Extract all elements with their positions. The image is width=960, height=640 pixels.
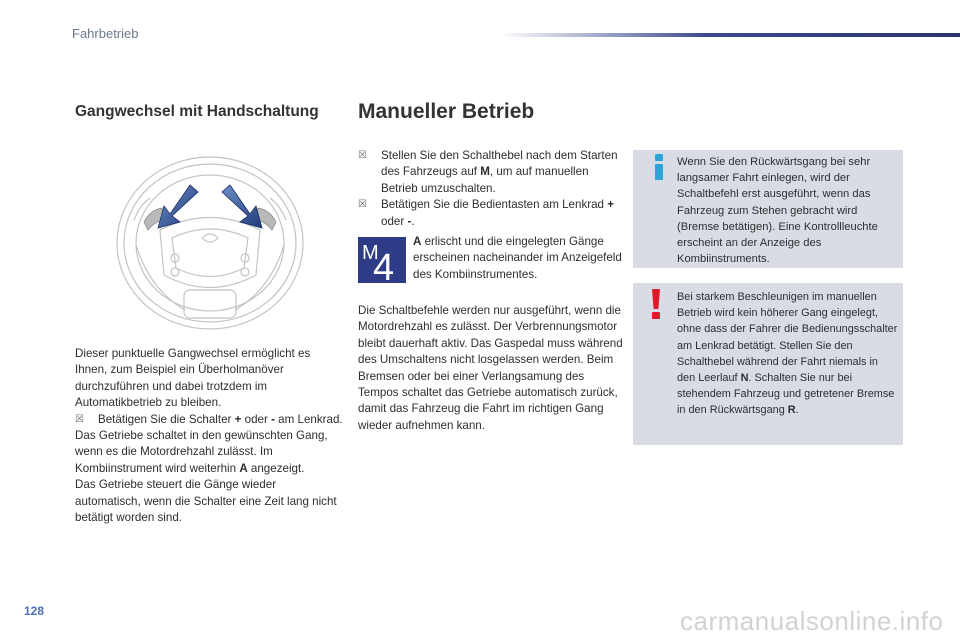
arrow-left-icon xyxy=(158,185,198,228)
step-item: ☒ Stellen Sie den Schalthebel nach dem Starten des Fahrzeugs auf M, um auf manuellen Betrieb umzuschalten. xyxy=(358,149,618,195)
info-box xyxy=(633,150,903,268)
info-text: Wenn Sie den Rückwärtsgang bei sehr langsamer Fahrt einlegen, wird der Schaltbefehl erst ausgeführt, wenn das Fahrzeug zum Stehen gebracht wird (Bremse betätigen). Eine Kontrollleuchte erscheint an der Anzeige des Kombiinstruments. xyxy=(677,156,878,266)
bullet-marker-icon: ☒ xyxy=(358,199,367,211)
arrow-right-icon xyxy=(222,185,262,228)
watermark: carmanualsonline.info xyxy=(680,606,944,636)
gear-display-m-letter: M xyxy=(362,242,379,264)
bullet-marker-icon: ☒ xyxy=(358,150,367,161)
bullet-marker-icon: ☒ xyxy=(75,413,84,425)
info-icon xyxy=(653,154,665,180)
display-note: A erlischt und die eingelegten Gänge erscheinen nacheinander im Anzeigefeld des Kombiinstrumentes. xyxy=(413,235,622,281)
left-bullet: ☒ Betätigen Sie die Schalter + oder - am Lenkrad. xyxy=(75,412,343,428)
gear-display-digit: 4 xyxy=(373,247,395,283)
main-heading: Manueller Betrieb xyxy=(358,100,535,123)
page-number: 128 xyxy=(24,604,45,618)
warning-box xyxy=(633,283,903,445)
left-para3: Das Getriebe steuert die Gänge wieder automatisch, wenn die Schalter eine Zeit lang nicht betätigt worden sind. xyxy=(75,478,337,525)
left-heading: Gangwechsel mit Handschaltung xyxy=(75,103,319,120)
steering-wheel-illustration xyxy=(110,150,310,332)
left-intro: Dieser punktuelle Gangwechsel ermöglicht es Ihnen, zum Beispiel ein Überholmanöver durchzuführen und dabei trotzdem im Automatikbetrieb zu bleiben. xyxy=(75,347,311,410)
left-para2: Das Getriebe schaltet in den gewünschten Gang, wenn es die Motordrehzahl zulässt. Im Kombiinstrument wird weiterhin A angezeigt. xyxy=(75,429,328,475)
warning-icon xyxy=(650,289,662,319)
step-item: ☒ Betätigen Sie die Bedientasten am Lenkrad + oder -. xyxy=(358,198,615,228)
gear-display-m4 xyxy=(358,237,406,283)
warning-text: Bei starkem Beschleunigen im manuellen Betrieb wird kein höherer Gang eingelegt, ohne dass der Fahrer die Bedienungsschalter am Lenkrad betätigt. Stellen Sie den Schalthebel während der Fahrt niemals in den Leerlauf N. Schalten Sie nur bei stehendem Fahrzeug und getretener Bremse in den Rückwärtsgang R. xyxy=(677,291,898,417)
header-bar xyxy=(500,33,960,37)
manual-paragraph: Die Schaltbefehle werden nur ausgeführt, wenn die Motordrehzahl es zulässt. Der Verbrennungsmotor bleibt dauerhaft aktiv. Das Gaspedal muss während des Umschaltens nicht losgelassen werden. Beim Bremsen oder bei einer Verlangsamung des Tempos schaltet das Getriebe automatisch zurück, damit das Fahrzeug die Fahrt im richtigen Gang wieder aufnehmen kann. xyxy=(358,304,623,432)
section-title: Fahrbetrieb xyxy=(72,26,139,41)
manual-steps xyxy=(358,148,620,230)
left-body xyxy=(75,346,343,526)
